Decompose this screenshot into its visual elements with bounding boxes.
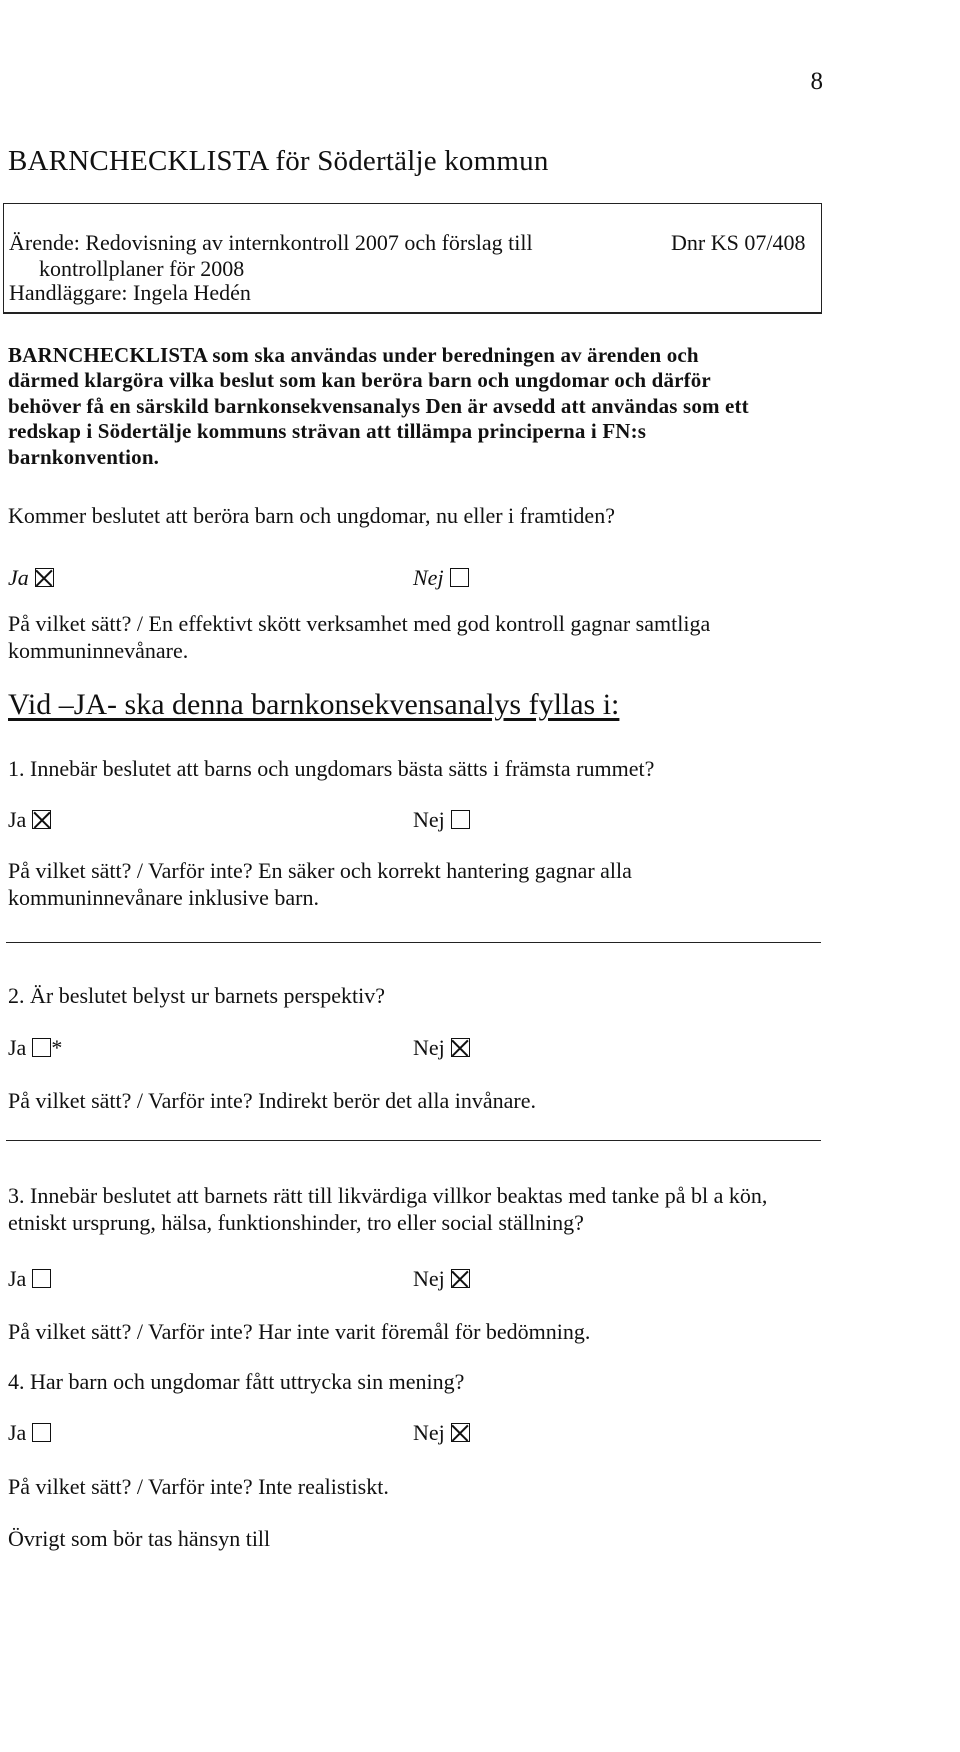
q2-ja-label: Ja — [8, 1035, 27, 1060]
q0-ja-label: Ja — [8, 565, 29, 590]
intro-line: behöver få en särskild barnkonsekvensanalys Den är avsedd att användas som ett — [8, 393, 749, 418]
q3-nej-option[interactable] — [413, 1266, 470, 1292]
q2-nej-checkbox[interactable] — [451, 1038, 470, 1057]
q3-answer: På vilket sätt? / Varför inte? Har inte varit föremål för bedömning. — [8, 1319, 591, 1344]
question-2: 2. Är beslutet belyst ur barnets perspektiv? — [8, 983, 385, 1008]
page-number: 8 — [810, 68, 823, 95]
q2-ja-option[interactable] — [8, 1035, 62, 1061]
q4-ja-checkbox[interactable] — [32, 1423, 51, 1442]
q2-nej-label: Nej — [413, 1035, 445, 1060]
ovrigt-label: Övrigt som bör tas hänsyn till — [8, 1526, 271, 1551]
intro-line: barnkonvention. — [8, 444, 160, 469]
q1-answer-line-1: På vilket sätt? / Varför inte? En säker och korrekt hantering gagnar alla — [8, 858, 632, 883]
arende-line-2: kontrollplaner för 2008 — [39, 256, 245, 281]
q0-answer-line-2: kommuninnevånare. — [8, 638, 189, 663]
question-3-line-2: etniskt ursprung, hälsa, funktionshinder, tro eller social ställning? — [8, 1210, 584, 1235]
intro-paragraph — [8, 343, 808, 470]
q0-nej-checkbox[interactable] — [450, 568, 469, 587]
divider — [6, 942, 821, 943]
q4-nej-checkbox[interactable] — [451, 1423, 470, 1442]
q1-ja-checkbox[interactable] — [32, 810, 51, 829]
handlaggare: Handläggare: Ingela Hedén — [9, 280, 251, 305]
q2-ja-checkbox[interactable] — [32, 1038, 51, 1057]
q1-nej-checkbox[interactable] — [451, 810, 470, 829]
q1-answer — [8, 857, 632, 911]
q4-answer: På vilket sätt? / Varför inte? Inte realistiskt. — [8, 1474, 389, 1499]
q1-nej-option[interactable] — [413, 807, 470, 833]
document-title: BARNCHECKLISTA för Södertälje kommun — [8, 145, 549, 177]
q2-answer: På vilket sätt? / Varför inte? Indirekt berör det alla invånare. — [8, 1088, 536, 1113]
question-4: 4. Har barn och ungdomar fått uttrycka sin mening? — [8, 1369, 465, 1394]
dnr-number: Dnr KS 07/408 — [671, 230, 806, 255]
q3-nej-checkbox[interactable] — [451, 1269, 470, 1288]
question-1: 1. Innebär beslutet att barns och ungdomars bästa sätts i främsta rummet? — [8, 756, 655, 781]
question-3-line-1: 3. Innebär beslutet att barnets rätt till likvärdiga villkor beaktas med tanke på bl a kön, — [8, 1183, 768, 1208]
q3-ja-option[interactable] — [8, 1266, 51, 1292]
section-heading: Vid –JA- ska denna barnkonsekvensanalys fyllas i: — [8, 688, 620, 721]
case-info-box — [3, 203, 822, 314]
q1-ja-label: Ja — [8, 807, 27, 832]
q0-answer-line-1: På vilket sätt? / En effektivt skött verksamhet med god kontroll gagnar samtliga — [8, 611, 711, 636]
q3-ja-checkbox[interactable] — [32, 1269, 51, 1288]
q1-nej-label: Nej — [413, 807, 445, 832]
divider — [6, 1140, 821, 1141]
intro-line: därmed klargöra vilka beslut som kan beröra barn och ungdomar och därför — [8, 368, 711, 393]
q0-ja-option[interactable] — [8, 565, 54, 591]
arende-line-1: Ärende: Redovisning av internkontroll 2007 och förslag till — [9, 230, 533, 255]
q4-ja-label: Ja — [8, 1420, 27, 1445]
q2-ja-asterisk: * — [51, 1035, 63, 1060]
q0-answer — [8, 610, 710, 664]
q0-nej-label: Nej — [413, 565, 444, 590]
q3-nej-label: Nej — [413, 1266, 445, 1291]
q2-nej-option[interactable] — [413, 1035, 470, 1061]
q4-ja-option[interactable] — [8, 1420, 51, 1446]
question-affects-children: Kommer beslutet att beröra barn och ungdomar, nu eller i framtiden? — [8, 503, 615, 528]
q4-nej-label: Nej — [413, 1420, 445, 1445]
intro-line: redskap i Södertälje kommuns strävan att tillämpa principerna i FN:s — [8, 419, 647, 444]
question-3 — [8, 1182, 767, 1236]
q1-answer-line-2: kommuninnevånare inklusive barn. — [8, 885, 319, 910]
intro-line: BARNCHECKLISTA som ska användas under beredningen av ärenden och — [8, 343, 699, 367]
q1-ja-option[interactable] — [8, 807, 51, 833]
q0-ja-checkbox[interactable] — [35, 568, 54, 587]
q0-nej-option[interactable] — [413, 565, 469, 591]
q3-ja-label: Ja — [8, 1266, 27, 1291]
q4-nej-option[interactable] — [413, 1420, 470, 1446]
